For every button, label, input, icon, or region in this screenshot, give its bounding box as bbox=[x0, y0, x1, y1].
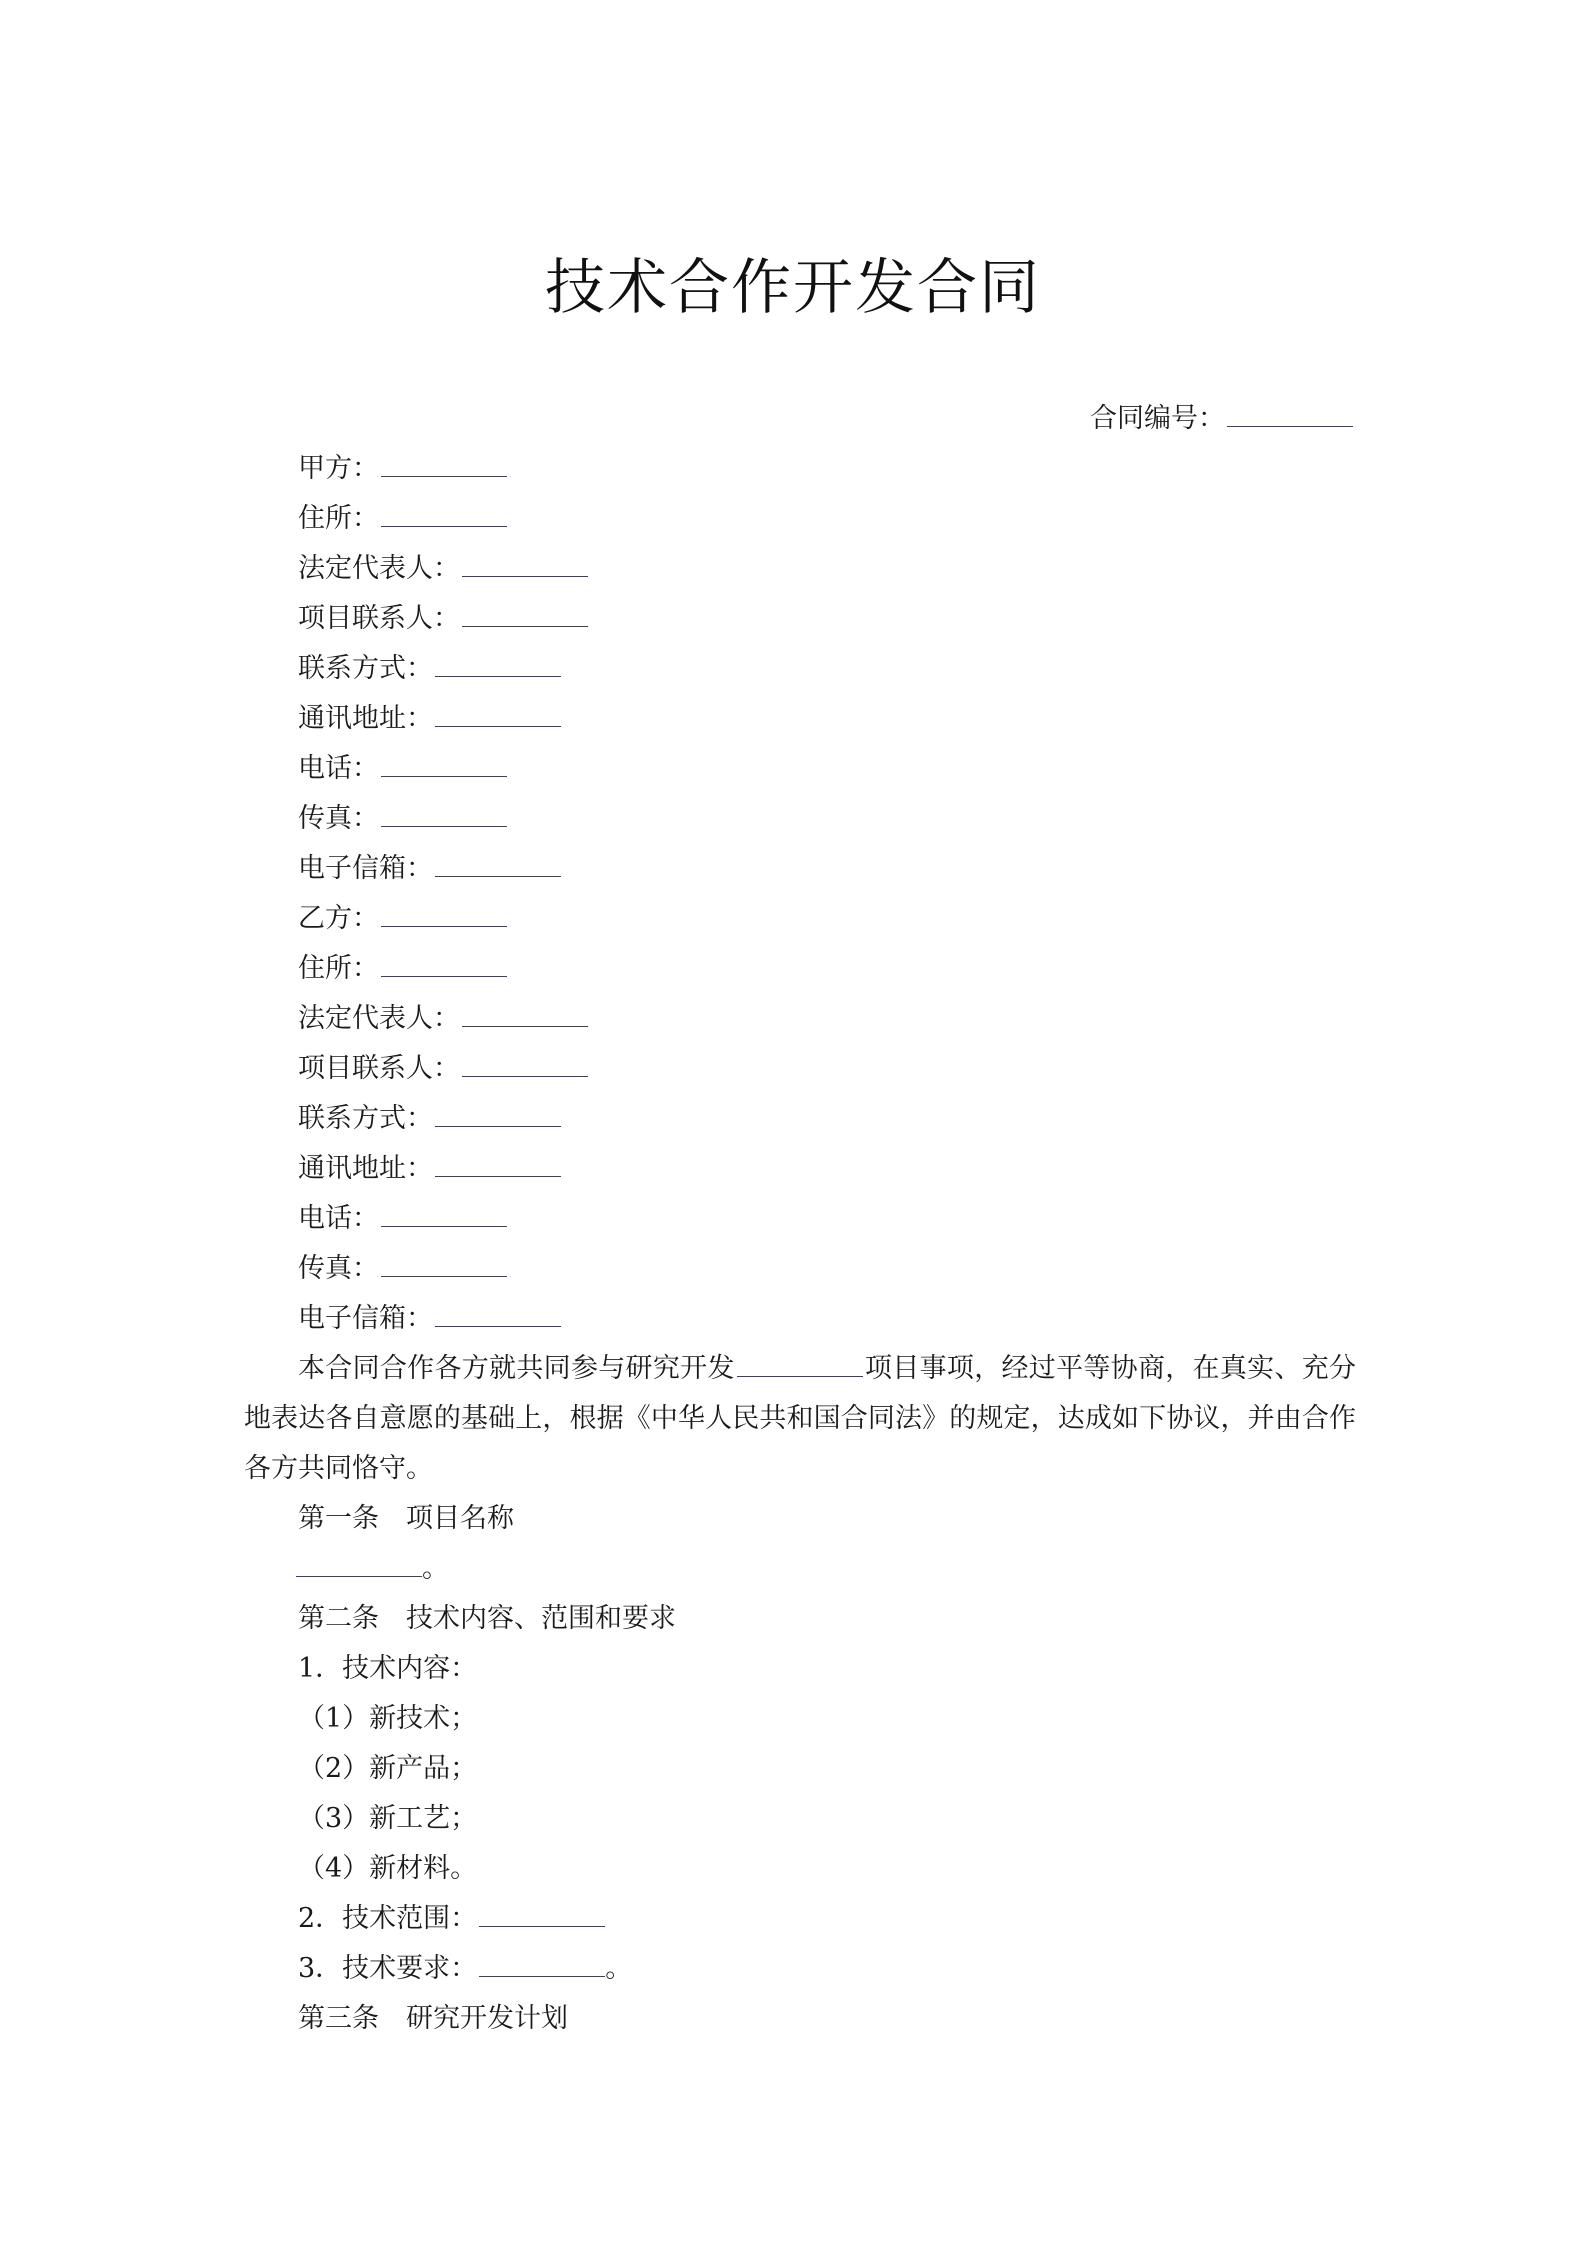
party-a-fax-row bbox=[298, 802, 507, 836]
tech-item-2: （2）新产品； bbox=[298, 1753, 478, 1784]
party-b-address-row bbox=[298, 952, 507, 986]
party-a-contact-person-blank[interactable] bbox=[462, 602, 588, 627]
party-b-legal-rep-label: 法定代表人： bbox=[298, 1003, 460, 1034]
party-b-contact-person-label: 项目联系人： bbox=[298, 1053, 460, 1084]
party-b-phone-label: 电话： bbox=[298, 1203, 379, 1234]
party-a-name-row bbox=[298, 452, 507, 486]
party-a-contact-person-label: 项目联系人： bbox=[298, 603, 460, 634]
tech-requirement-row bbox=[298, 1952, 632, 1986]
article-1-value-suffix: 。 bbox=[422, 1553, 449, 1584]
party-a-phone-row bbox=[298, 752, 507, 786]
party-a-mailing-address-row bbox=[298, 702, 561, 736]
party-b-name-label: 乙方： bbox=[298, 903, 379, 934]
tech-scope-blank[interactable] bbox=[479, 1902, 605, 1927]
party-a-mailing-address-blank[interactable] bbox=[435, 702, 561, 727]
party-b-fax-label: 传真： bbox=[298, 1253, 379, 1284]
party-b-contact-person-row bbox=[298, 1052, 588, 1086]
party-a-phone-label: 电话： bbox=[298, 753, 379, 784]
project-name-blank[interactable] bbox=[737, 1352, 863, 1377]
tech-item-1: （1）新技术； bbox=[298, 1703, 478, 1734]
tech-requirement-blank[interactable] bbox=[479, 1952, 605, 1977]
article-1-heading: 第一条 项目名称 bbox=[298, 1503, 514, 1534]
tech-content-label: 1．技术内容： bbox=[298, 1653, 478, 1684]
party-b-legal-rep-row bbox=[298, 1002, 588, 1036]
party-a-phone-blank[interactable] bbox=[381, 752, 507, 777]
party-a-email-row bbox=[298, 852, 561, 886]
party-a-legal-rep-blank[interactable] bbox=[462, 552, 588, 577]
contract-number-blank[interactable] bbox=[1227, 402, 1353, 427]
party-a-address-blank[interactable] bbox=[381, 502, 507, 527]
tech-item-3: （3）新工艺； bbox=[298, 1803, 478, 1834]
tech-scope-row bbox=[298, 1902, 605, 1936]
party-a-legal-rep-label: 法定代表人： bbox=[298, 553, 460, 584]
party-a-contact-method-blank[interactable] bbox=[435, 652, 561, 677]
party-b-mailing-address-label: 通讯地址： bbox=[298, 1153, 433, 1184]
party-b-contact-person-blank[interactable] bbox=[462, 1052, 588, 1077]
party-b-email-blank[interactable] bbox=[435, 1302, 561, 1327]
party-a-fax-label: 传真： bbox=[298, 803, 379, 834]
intro-text-after: 项目事项，经过平等协商，在真实、充分地表达各自意愿的基础上，根据《中华人民共和国合同法》的规定，达成如下协议，并由合作各方共同恪守。 bbox=[244, 1353, 1357, 1484]
intro-text-before: 本合同合作各方就共同参与研究开发 bbox=[298, 1353, 735, 1384]
party-a-contact-method-row bbox=[298, 652, 561, 686]
party-a-name-blank[interactable] bbox=[381, 452, 507, 477]
party-b-name-blank[interactable] bbox=[381, 902, 507, 927]
party-b-fax-row bbox=[298, 1252, 507, 1286]
article-2-heading: 第二条 技术内容、范围和要求 bbox=[298, 1603, 676, 1634]
party-a-email-label: 电子信箱： bbox=[298, 853, 433, 884]
party-a-legal-rep-row bbox=[298, 552, 588, 586]
tech-item-4: （4）新材料。 bbox=[298, 1853, 478, 1884]
party-b-email-label: 电子信箱： bbox=[298, 1303, 433, 1334]
contract-number-row bbox=[1090, 402, 1353, 436]
party-b-contact-method-label: 联系方式： bbox=[298, 1103, 433, 1134]
party-a-fax-blank[interactable] bbox=[381, 802, 507, 827]
party-a-contact-person-row bbox=[298, 602, 588, 636]
party-b-phone-blank[interactable] bbox=[381, 1202, 507, 1227]
intro-paragraph bbox=[244, 1344, 1356, 1494]
article-1-value-blank[interactable] bbox=[296, 1552, 422, 1577]
tech-requirement-suffix: 。 bbox=[605, 1953, 633, 1984]
party-a-contact-method-label: 联系方式： bbox=[298, 653, 433, 684]
article-1-value-row bbox=[296, 1552, 449, 1586]
party-a-address-label: 住所： bbox=[298, 503, 379, 534]
document-title: 技术合作开发合同 bbox=[545, 253, 1041, 323]
party-b-phone-row bbox=[298, 1202, 507, 1236]
party-a-mailing-address-label: 通讯地址： bbox=[298, 703, 433, 734]
party-b-name-row bbox=[298, 902, 507, 936]
party-b-fax-blank[interactable] bbox=[381, 1252, 507, 1277]
party-b-contact-method-row bbox=[298, 1102, 561, 1136]
party-b-email-row bbox=[298, 1302, 561, 1336]
party-a-email-blank[interactable] bbox=[435, 852, 561, 877]
article-3-heading: 第三条 研究开发计划 bbox=[298, 2003, 568, 2034]
tech-scope-label: 2．技术范围： bbox=[298, 1903, 478, 1934]
party-a-address-row bbox=[298, 502, 507, 536]
tech-requirement-label: 3．技术要求： bbox=[298, 1953, 478, 1984]
party-a-name-label: 甲方： bbox=[298, 453, 379, 484]
party-b-mailing-address-row bbox=[298, 1152, 561, 1186]
contract-number-label: 合同编号： bbox=[1090, 403, 1225, 434]
party-b-legal-rep-blank[interactable] bbox=[462, 1002, 588, 1027]
party-b-mailing-address-blank[interactable] bbox=[435, 1152, 561, 1177]
party-b-address-label: 住所： bbox=[298, 953, 379, 984]
party-b-contact-method-blank[interactable] bbox=[435, 1102, 561, 1127]
party-b-address-blank[interactable] bbox=[381, 952, 507, 977]
